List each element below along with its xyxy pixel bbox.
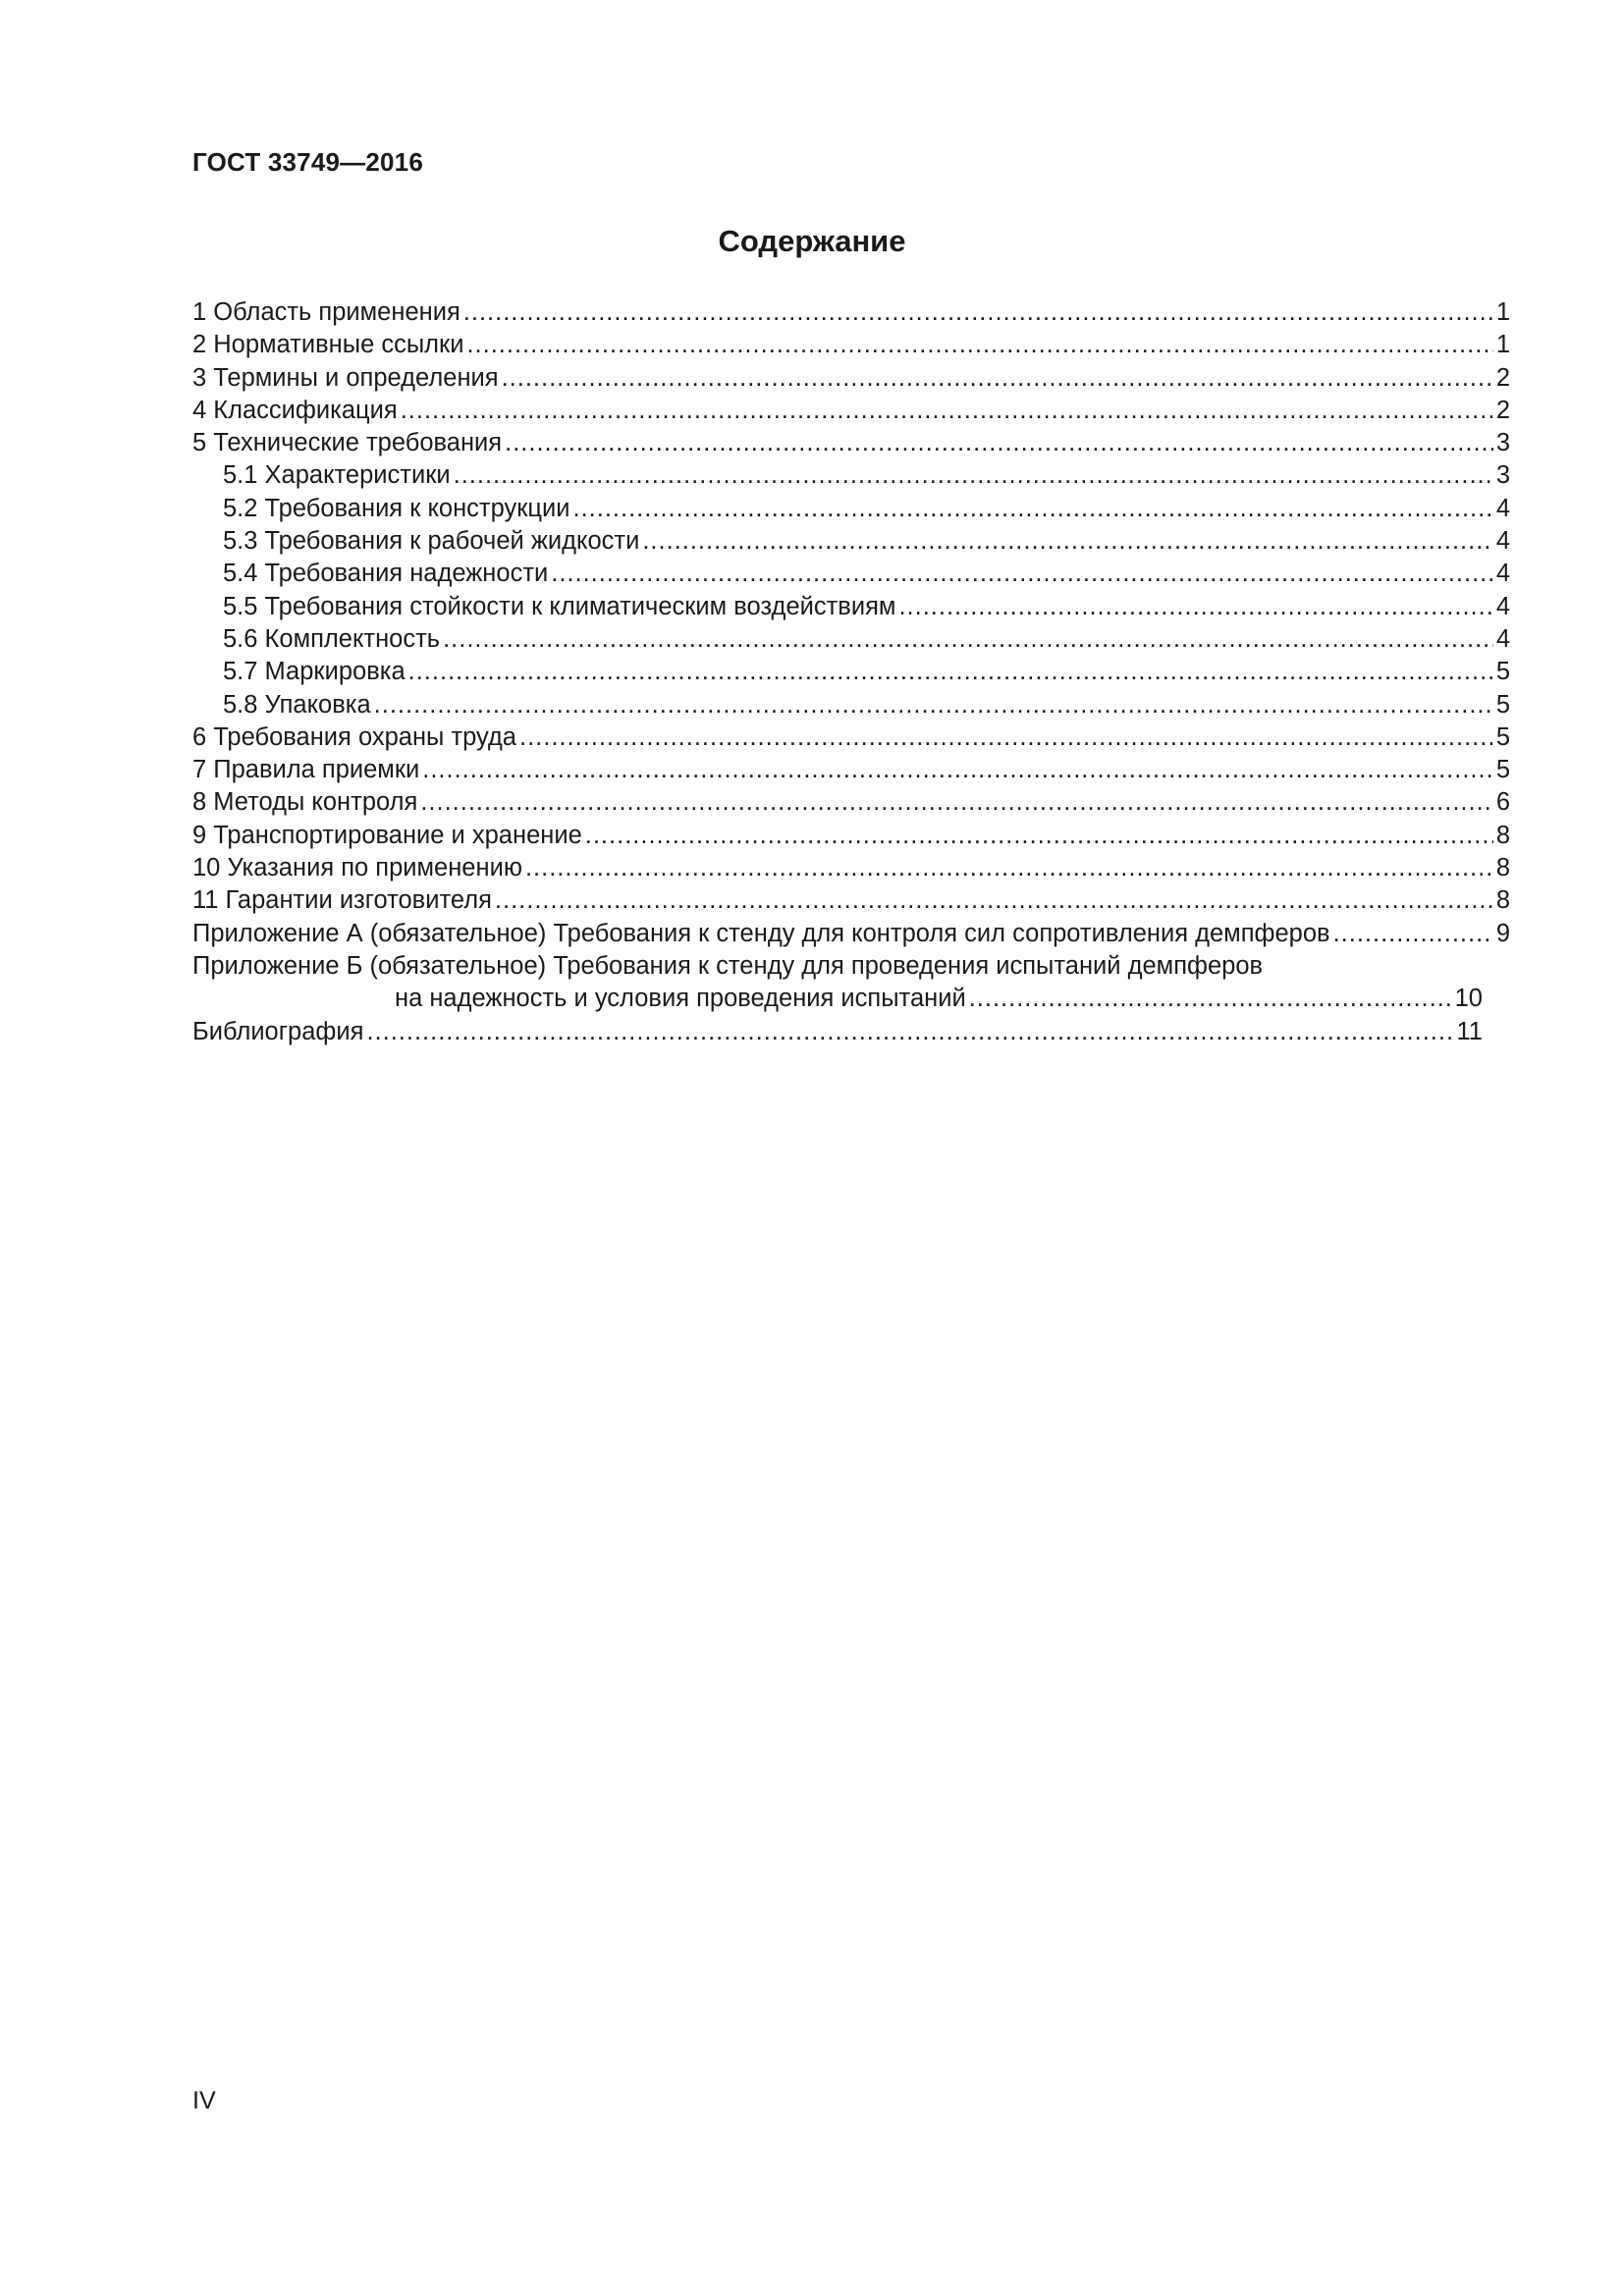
toc-dot-leader <box>466 329 1492 361</box>
toc-entry-page: 4 <box>1495 560 1510 588</box>
toc-dot-leader <box>572 493 1492 525</box>
toc-entry-page: 9 <box>1495 919 1510 947</box>
toc-entry-page: 1 <box>1495 298 1510 326</box>
toc-subentry[interactable] <box>192 591 1510 623</box>
toc-entry-label: на надежность и условия проведения испытаний <box>395 985 966 1013</box>
table-of-contents <box>192 296 1510 1048</box>
toc-dot-leader <box>1333 918 1493 950</box>
toc-entry[interactable] <box>192 786 1510 819</box>
toc-dot-leader <box>551 558 1493 590</box>
toc-entry-page: 3 <box>1495 461 1510 490</box>
toc-entry-page: 3 <box>1495 429 1510 457</box>
toc-entry-page: 11 <box>1456 1017 1483 1045</box>
toc-entry-label: 6 Требования охраны труда <box>192 722 516 751</box>
toc-entry-label: 4 Классификация <box>192 396 398 424</box>
toc-entry-label: Приложение Б (обязательное) Требования к стенду для проведения испытаний демпферов <box>192 951 1264 980</box>
toc-entry-label: 5.1 Характеристики <box>223 461 451 490</box>
toc-subentry[interactable] <box>192 689 1510 721</box>
toc-dot-leader <box>505 427 1493 459</box>
toc-entry-appendix-b-line-1[interactable] <box>192 950 1510 983</box>
toc-entry[interactable] <box>192 852 1510 884</box>
toc-dot-leader <box>463 296 1493 329</box>
toc-entry[interactable] <box>192 918 1510 950</box>
toc-entry-page: 10 <box>1454 985 1483 1013</box>
toc-entry-page: 5 <box>1495 658 1510 686</box>
toc-dot-leader <box>585 820 1493 852</box>
toc-dot-leader <box>495 884 1493 917</box>
toc-dot-leader <box>443 623 1493 656</box>
toc-title: Содержание <box>718 224 906 258</box>
toc-subentry[interactable] <box>192 493 1510 525</box>
toc-entry-label: 5.8 Упаковка <box>223 690 371 719</box>
toc-entry-label: Приложение А (обязательное) Требования к стенду для контроля сил сопротивления демпферов <box>192 919 1330 947</box>
toc-entry[interactable] <box>192 820 1510 852</box>
toc-dot-leader <box>642 525 1493 558</box>
toc-entry[interactable] <box>192 329 1510 361</box>
toc-entry-label: Библиография <box>192 1017 364 1045</box>
toc-entry[interactable] <box>192 884 1510 917</box>
toc-entry[interactable] <box>192 754 1510 786</box>
toc-entry-page: 1 <box>1495 331 1510 359</box>
toc-entry[interactable] <box>192 1016 1510 1048</box>
toc-dot-leader <box>366 1016 1453 1048</box>
toc-dot-leader <box>898 591 1492 623</box>
toc-entry-label: 10 Указания по применению <box>192 854 522 882</box>
toc-entry-page: 2 <box>1495 396 1510 424</box>
toc-entry-label: 9 Транспортирование и хранение <box>192 821 582 849</box>
toc-entry-label: 5.2 Требования к конструкции <box>223 494 570 522</box>
toc-entry-label: 2 Нормативные ссылки <box>192 331 464 359</box>
toc-entry-appendix-b-line-2[interactable] <box>192 983 1510 1015</box>
toc-dot-leader <box>454 459 1493 492</box>
toc-subentry[interactable] <box>192 459 1510 492</box>
toc-entry-page: 4 <box>1495 527 1510 556</box>
toc-entry-label: 5.6 Комплектность <box>223 624 441 653</box>
toc-entry[interactable] <box>192 721 1510 754</box>
toc-entry-label: 5.5 Требования стойкости к климатическим воздействиям <box>223 592 896 620</box>
toc-entry-page: 5 <box>1495 722 1510 751</box>
toc-entry-label: 5.3 Требования к рабочей жидкости <box>223 527 640 556</box>
toc-dot-leader <box>374 689 1493 721</box>
toc-entry[interactable] <box>192 362 1510 395</box>
toc-dot-leader <box>420 786 1492 819</box>
toc-entry-page: 4 <box>1495 494 1510 522</box>
toc-entry-page: 8 <box>1495 854 1510 882</box>
toc-entry-label: 8 Методы контроля <box>192 788 418 817</box>
toc-entry-page: 4 <box>1495 624 1510 653</box>
page-number: IV <box>192 2087 216 2114</box>
toc-entry-page: 2 <box>1495 363 1510 392</box>
toc-entry-page: 8 <box>1495 821 1510 849</box>
toc-dot-leader <box>408 656 1493 688</box>
toc-subentry[interactable] <box>192 525 1510 558</box>
toc-dot-leader <box>422 754 1493 786</box>
toc-subentry[interactable] <box>192 623 1510 656</box>
toc-dot-leader <box>519 721 1493 754</box>
toc-entry-label: 5 Технические требования <box>192 429 503 457</box>
toc-dot-leader <box>401 395 1493 427</box>
toc-entry-label: 1 Область применения <box>192 298 460 326</box>
toc-dot-leader <box>969 983 1452 1015</box>
toc-entry-page: 5 <box>1495 756 1510 784</box>
toc-entry[interactable] <box>192 296 1510 329</box>
toc-entry-label: 5.4 Требования надежности <box>223 560 549 588</box>
toc-entry-label: 7 Правила приемки <box>192 756 420 784</box>
toc-dot-leader <box>502 362 1493 395</box>
toc-subentry[interactable] <box>192 558 1510 590</box>
toc-entry-label: 3 Термины и определения <box>192 363 499 392</box>
toc-entry-page: 8 <box>1495 886 1510 915</box>
toc-entry-label: 5.7 Маркировка <box>223 658 406 686</box>
toc-subentry[interactable] <box>192 656 1510 688</box>
document-code: ГОСТ 33749—2016 <box>192 147 423 177</box>
toc-entry[interactable] <box>192 427 1510 459</box>
toc-dot-leader <box>525 852 1493 884</box>
toc-entry-page: 6 <box>1495 788 1510 817</box>
toc-entry[interactable] <box>192 395 1510 427</box>
toc-entry-page: 5 <box>1495 690 1510 719</box>
toc-entry-label: 11 Гарантии изготовителя <box>192 886 492 915</box>
toc-entry-page: 4 <box>1495 592 1510 620</box>
